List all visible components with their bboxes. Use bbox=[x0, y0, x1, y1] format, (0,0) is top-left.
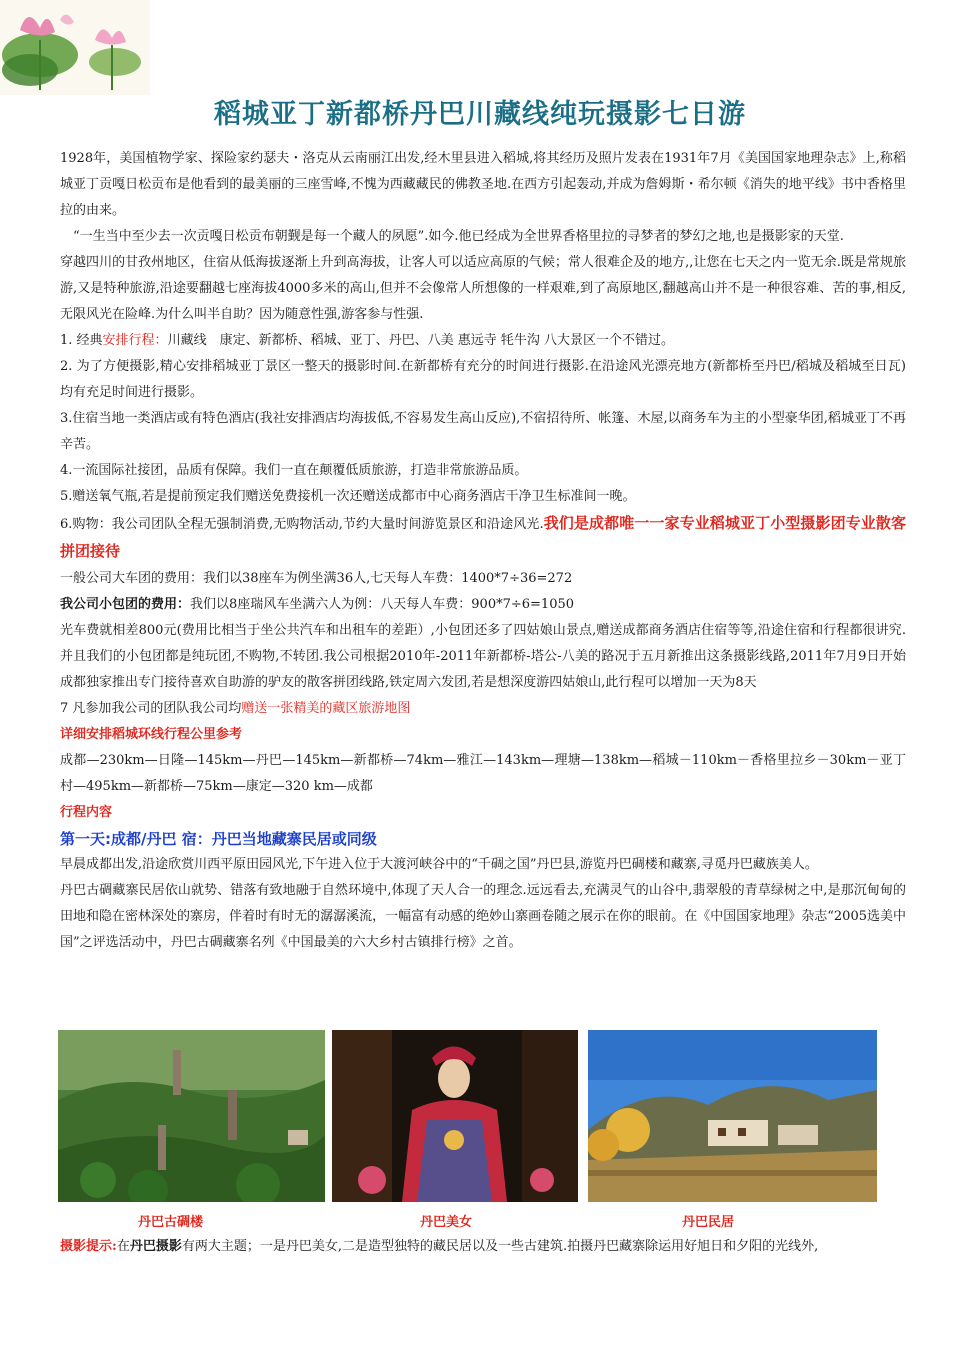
feature-6: 6.购物：我公司团队全程无强制消费,无购物活动,节约大量时间游览景区和沿途风光.我们是成都唯一一家专业稻城亚丁小型摄影团专业散客拼团接待 bbox=[60, 514, 906, 560]
intro-paragraph-2: “一生当中至少去一次贡嘎日松贡布朝觐是每一个藏人的夙愿”.如今.他已经成为全世界香格里拉的寻梦者的梦幻之地,也是摄影家的天堂. bbox=[73, 229, 844, 244]
intro-paragraph-1: 1928年，美国植物学家、探险家约瑟夫・洛克从云南丽江出发,经木里县进入稻城,将其经历及照片发表在1931年7月《美国国家地理杂志》上,称稻城亚丁贡嘎日松贡布是他看到的最美丽的三座雪峰,不愧为西藏藏民的佛教圣地.在西方引起轰动,并成为詹姆斯・希尔顿《消失的地平线》书中香格里拉的由来。 bbox=[60, 151, 906, 218]
photo-row bbox=[58, 1030, 878, 1202]
photo-danba-houses bbox=[588, 1030, 877, 1202]
feature-2: 2. 为了方便摄影,精心安排稻城亚丁景区一整天的摄影时间.在新都桥有充分的时间进行摄影.在沿途风光漂亮地方(新都桥至丹巴/稻城及稻城至日瓦)均有充足时间进行摄影。 bbox=[60, 359, 906, 400]
route-label: 详细安排稻城环线行程公里参考 bbox=[60, 727, 243, 742]
caption-houses: 丹巴民居 bbox=[682, 1215, 735, 1230]
caption-towers: 丹巴古碉楼 bbox=[138, 1215, 204, 1230]
cost-difference: 光车费就相差800元(费用比相当于坐公共汽车和出租车的差距）,小包团还多了四姑娘山景点,赠送成都商务酒店住宿等等,沿途住宿和行程都很讲究.并且我们的小包团都是纯玩团,不购物,不转团.我公司根据2010年-2011年新都桥-塔公-八美的路况于五月新推出这条摄影线路,2011年7月9日开始成都独家推出专门接待喜欢自助游的驴友的散客拼团线路,铁定周六发团,若是想深度游四姑娘山,此行程可以增加一天为8天 bbox=[60, 623, 906, 690]
article-body bbox=[60, 146, 906, 956]
lotus-decoration-icon bbox=[0, 0, 150, 95]
cost-general: 一般公司大车团的费用：我们以38座车为例坐满36人,七天每人车费：1400*7÷36=272 bbox=[60, 571, 573, 586]
photo-danba-woman bbox=[332, 1030, 578, 1202]
page-title: 稻城亚丁新都桥丹巴川藏线纯玩摄影七日游 bbox=[214, 99, 746, 130]
day1-title: 第一天:成都/丹巴 宿：丹巴当地藏寨民居或同级 bbox=[60, 830, 377, 848]
photography-tip: 摄影提示:在丹巴摄影有两大主题；一是丹巴美女,二是造型独特的藏民居以及一些古建筑.拍摄丹巴藏寨除运用好旭日和夕阳的光线外, bbox=[60, 1239, 819, 1254]
feature-5: 5.赠送氧气瓶,若是提前预定我们赠送免费接机一次还赠送成都市中心商务酒店干净卫生标准间一晚。 bbox=[60, 489, 636, 504]
gift-line: 7 凡参加我公司的团队我公司均赠送一张精美的藏区旅游地图 bbox=[60, 701, 411, 716]
day1-paragraph-2: 丹巴古碉藏寨民居依山就势、错落有致地融于自然环境中,体现了天人合一的理念.远远看去,充满灵气的山谷中,翡翠般的青草绿树之中,是那沉甸甸的田地和隐在密林深处的寨房，伴着时有时无的潺潺溪流，一幅富有动感的绝妙山寨画卷随之展示在你的眼前。在《中国国家地理》杂志“2005选美中国”之评选活动中，丹巴古碉藏寨名列《中国最美的六大乡村古镇排行榜》之首。 bbox=[60, 883, 906, 950]
feature-1: 1. 经典安排行程：川藏线 康定、新都桥、稻城、亚丁、丹巴、八美 惠远寺 牦牛沟 八大景区一个不错过。 bbox=[60, 333, 674, 348]
intro-paragraph-3: 穿越四川的甘孜州地区，住宿从低海拔逐渐上升到高海拔，让客人可以适应高原的气候；常人很难企及的地方,,让您在七天之内一览无余.既是常规旅游,又是特种旅游,沿途要翻越七座海拔4000多米的高山,但并不会像常人所想像的一样艰难,到了高原地区,翻越高山并不是一种很容难、苦的事,相反,无限风光在险峰.为什么叫半自助？因为随意性强,游客参与性强. bbox=[60, 255, 906, 322]
route-text: 成都—230km—日隆—145km—丹巴—145km—新都桥—74km—雅江—143km—理塘—138km—稻城－110km－香格里拉乡－30km－亚丁村—495km—新都桥—75km—康定—320 km—成都 bbox=[60, 753, 906, 794]
day1-paragraph-1: 早晨成都出发,沿途欣赏川西平原田园风光,下午进入位于大渡河峡谷中的“千碉之国”丹巴县,游览丹巴碉楼和藏寨,寻觅丹巴藏族美人。 bbox=[60, 857, 818, 872]
itinerary-label: 行程内容 bbox=[60, 805, 113, 820]
cost-ours: 我公司小包团的费用：我们以8座瑞风车坐满六人为例：八天每人车费：900*7÷6=1050 bbox=[60, 597, 575, 612]
photo-danba-towers bbox=[58, 1030, 325, 1202]
feature-3: 3.住宿当地一类酒店或有特色酒店(我社安排酒店均海拔低,不容易发生高山反应),不宿招待所、帐篷、木屋,以商务车为主的小型豪华团,稻城亚丁不再辛苦。 bbox=[60, 411, 906, 452]
caption-woman: 丹巴美女 bbox=[420, 1215, 473, 1230]
feature-4: 4.一流国际社接团，品质有保障。我们一直在颠覆低质旅游，打造非常旅游品质。 bbox=[60, 463, 528, 478]
